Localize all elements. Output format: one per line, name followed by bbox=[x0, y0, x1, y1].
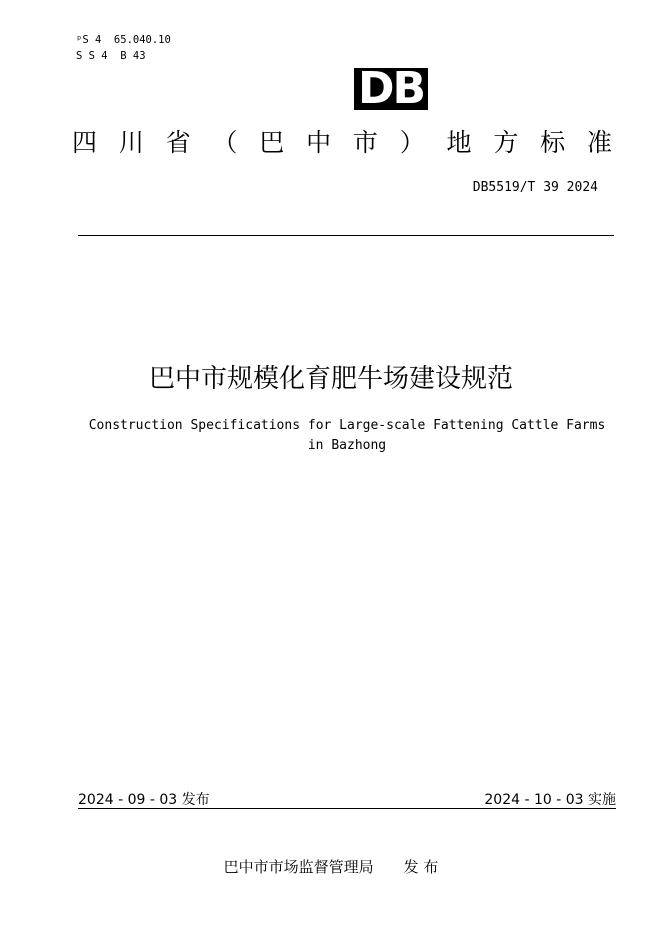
standard-type-char: 准 bbox=[586, 128, 612, 157]
publish-date: 2024 - 09 - 03 发布 bbox=[78, 792, 210, 808]
db-logo bbox=[354, 63, 428, 114]
standard-type-char: 巴 bbox=[259, 128, 285, 157]
standard-type-char: （ bbox=[212, 128, 238, 157]
chinese-title: 巴中市规模化育肥牛场建设规范 bbox=[148, 364, 513, 394]
standard-type-char: 方 bbox=[493, 128, 519, 157]
standard-type-char: 省 bbox=[165, 128, 191, 157]
standard-number: DB5519/T 39 2024 bbox=[472, 180, 598, 195]
standard-type-char: 市 bbox=[352, 128, 378, 157]
standard-type-char: 川 bbox=[118, 128, 144, 157]
issuer-name: 巴中市市场监督管理局 bbox=[223, 858, 374, 876]
db-logo-text: DB bbox=[357, 63, 425, 114]
implementation-date: 2024 - 10 - 03 实施 bbox=[484, 792, 616, 808]
standard-type-char: ） bbox=[399, 128, 425, 157]
standard-type-char: 标 bbox=[540, 128, 566, 157]
english-title: Construction Specifications for Large-scale Fattening Cattle Farms in Bazhong bbox=[88, 418, 606, 453]
issuer-action: 发 布 bbox=[403, 858, 439, 876]
top-divider bbox=[78, 235, 614, 236]
ics-code: ᵖS 4 65.040.10 bbox=[76, 34, 171, 46]
issuer-line bbox=[0, 856, 662, 877]
ccs-code: S S 4 B 43 bbox=[76, 50, 146, 62]
standard-type-title bbox=[72, 126, 612, 160]
standard-type-char: 地 bbox=[446, 128, 472, 157]
standard-type-char: 中 bbox=[306, 128, 332, 157]
bottom-divider bbox=[78, 808, 616, 809]
standard-type-char: 四 bbox=[72, 128, 98, 157]
classification-codes bbox=[76, 32, 171, 64]
